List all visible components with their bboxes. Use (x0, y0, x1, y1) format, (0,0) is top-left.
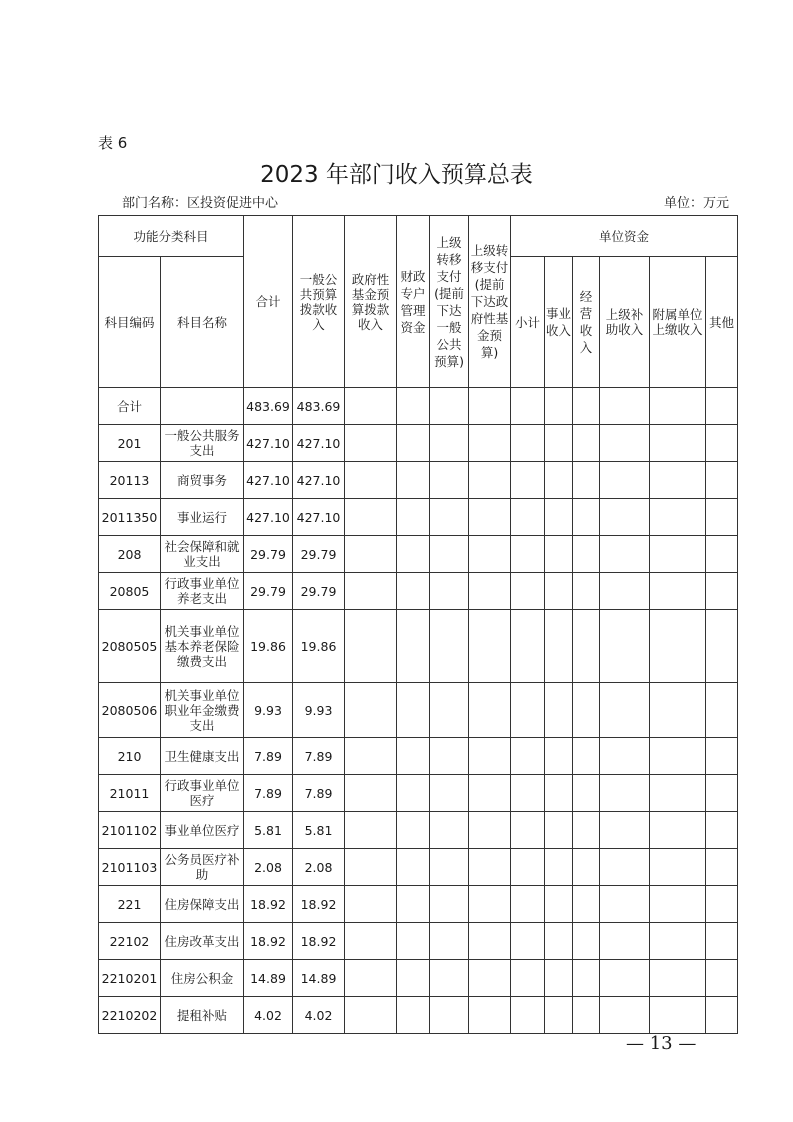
cell-empty (545, 683, 573, 738)
cell-code: 201 (99, 425, 161, 462)
cell-code: 2080506 (99, 683, 161, 738)
cell-empty (706, 573, 738, 610)
cell-empty (430, 499, 469, 536)
header-total: 合计 (244, 216, 293, 388)
cell-empty (397, 462, 430, 499)
cell-empty (511, 849, 545, 886)
cell-empty (573, 775, 600, 812)
cell-empty (706, 536, 738, 573)
cell-empty (469, 610, 511, 683)
cell-empty (706, 775, 738, 812)
cell-empty (345, 573, 397, 610)
table-row (99, 425, 738, 462)
cell-general-budget: 7.89 (293, 738, 345, 775)
cell-empty (511, 775, 545, 812)
cell-empty (469, 997, 511, 1034)
table-row (99, 610, 738, 683)
header-name: 科目名称 (161, 257, 244, 388)
cell-empty (600, 610, 650, 683)
cell-empty (345, 923, 397, 960)
cell-empty (545, 886, 573, 923)
cell-empty (545, 536, 573, 573)
cell-empty (345, 683, 397, 738)
cell-empty (545, 462, 573, 499)
cell-empty (545, 812, 573, 849)
header-transfer-general: 上级转移支付(提前下达一般公共预算) (430, 216, 469, 388)
cell-empty (397, 812, 430, 849)
cell-empty (573, 923, 600, 960)
cell-empty (573, 499, 600, 536)
cell-empty (545, 775, 573, 812)
cell-empty (706, 425, 738, 462)
table-row (99, 388, 738, 425)
header-transfer-fund: 上级转移支付(提前下达政府性基金预算) (469, 216, 511, 388)
cell-total: 7.89 (244, 738, 293, 775)
cell-empty (430, 388, 469, 425)
table-row (99, 960, 738, 997)
cell-empty (545, 849, 573, 886)
cell-name: 机关事业单位职业年金缴费支出 (161, 683, 244, 738)
cell-code: 20113 (99, 462, 161, 499)
table-row (99, 573, 738, 610)
cell-empty (650, 923, 706, 960)
cell-total: 427.10 (244, 499, 293, 536)
cell-empty (706, 388, 738, 425)
cell-empty (650, 849, 706, 886)
cell-empty (600, 425, 650, 462)
header-code: 科目编码 (99, 257, 161, 388)
cell-total: 427.10 (244, 425, 293, 462)
cell-empty (545, 738, 573, 775)
cell-code: 合计 (99, 388, 161, 425)
cell-empty (397, 923, 430, 960)
table-row (99, 997, 738, 1034)
cell-empty (706, 960, 738, 997)
cell-empty (600, 886, 650, 923)
cell-name: 行政事业单位养老支出 (161, 573, 244, 610)
cell-empty (397, 997, 430, 1034)
cell-empty (430, 849, 469, 886)
cell-general-budget: 483.69 (293, 388, 345, 425)
cell-empty (573, 536, 600, 573)
table-row (99, 536, 738, 573)
cell-empty (345, 849, 397, 886)
cell-general-budget: 29.79 (293, 536, 345, 573)
cell-general-budget: 19.86 (293, 610, 345, 683)
cell-empty (345, 610, 397, 683)
cell-empty (430, 886, 469, 923)
cell-name (161, 388, 244, 425)
cell-empty (545, 388, 573, 425)
cell-name: 住房保障支出 (161, 886, 244, 923)
header-affiliated-income: 附属单位上缴收入 (650, 257, 706, 388)
cell-empty (545, 923, 573, 960)
table-row (99, 849, 738, 886)
cell-empty (469, 960, 511, 997)
cell-empty (430, 960, 469, 997)
table-row (99, 683, 738, 738)
cell-empty (345, 462, 397, 499)
cell-name: 社会保障和就业支出 (161, 536, 244, 573)
cell-name: 事业运行 (161, 499, 244, 536)
document-title: 2023 年部门收入预算总表 (260, 162, 533, 188)
cell-empty (469, 499, 511, 536)
cell-empty (397, 886, 430, 923)
cell-name: 住房公积金 (161, 960, 244, 997)
cell-empty (511, 425, 545, 462)
cell-empty (573, 738, 600, 775)
cell-general-budget: 9.93 (293, 683, 345, 738)
cell-general-budget: 427.10 (293, 499, 345, 536)
table-row (99, 738, 738, 775)
cell-code: 20805 (99, 573, 161, 610)
cell-empty (511, 388, 545, 425)
cell-empty (511, 923, 545, 960)
cell-total: 2.08 (244, 849, 293, 886)
cell-empty (511, 812, 545, 849)
cell-empty (706, 738, 738, 775)
cell-name: 行政事业单位医疗 (161, 775, 244, 812)
cell-empty (430, 738, 469, 775)
header-business-income: 事业收入 (545, 257, 573, 388)
cell-empty (706, 812, 738, 849)
cell-empty (469, 775, 511, 812)
cell-empty (469, 923, 511, 960)
cell-code: 2011350 (99, 499, 161, 536)
cell-empty (545, 499, 573, 536)
revenue-budget-table (98, 215, 738, 1034)
cell-code: 208 (99, 536, 161, 573)
table-row (99, 775, 738, 812)
cell-empty (545, 573, 573, 610)
cell-empty (573, 610, 600, 683)
cell-code: 2210202 (99, 997, 161, 1034)
cell-empty (600, 388, 650, 425)
cell-empty (600, 923, 650, 960)
cell-general-budget: 427.10 (293, 462, 345, 499)
cell-empty (469, 683, 511, 738)
cell-empty (650, 812, 706, 849)
cell-total: 19.86 (244, 610, 293, 683)
cell-general-budget: 4.02 (293, 997, 345, 1034)
header-subtotal: 小计 (511, 257, 545, 388)
cell-total: 427.10 (244, 462, 293, 499)
cell-empty (345, 812, 397, 849)
cell-total: 483.69 (244, 388, 293, 425)
cell-empty (650, 388, 706, 425)
cell-name: 事业单位医疗 (161, 812, 244, 849)
cell-empty (600, 536, 650, 573)
cell-empty (573, 573, 600, 610)
cell-empty (650, 683, 706, 738)
header-gov-fund: 政府性基金预算拨款收入 (345, 216, 397, 388)
cell-empty (706, 997, 738, 1034)
header-general-budget: 一般公共预算拨款收入 (293, 216, 345, 388)
cell-empty (650, 960, 706, 997)
cell-empty (469, 849, 511, 886)
page-number: — 13 — (626, 1033, 697, 1054)
cell-empty (430, 683, 469, 738)
cell-empty (345, 499, 397, 536)
cell-empty (430, 997, 469, 1034)
cell-empty (397, 849, 430, 886)
cell-empty (397, 499, 430, 536)
cell-total: 18.92 (244, 886, 293, 923)
cell-empty (430, 425, 469, 462)
cell-empty (650, 499, 706, 536)
cell-empty (345, 886, 397, 923)
cell-name: 一般公共服务支出 (161, 425, 244, 462)
cell-empty (573, 997, 600, 1034)
cell-empty (511, 960, 545, 997)
cell-empty (511, 462, 545, 499)
cell-empty (469, 462, 511, 499)
cell-empty (573, 388, 600, 425)
cell-empty (511, 738, 545, 775)
cell-empty (573, 462, 600, 499)
cell-empty (345, 960, 397, 997)
cell-empty (397, 388, 430, 425)
cell-empty (397, 775, 430, 812)
cell-code: 2080505 (99, 610, 161, 683)
cell-empty (650, 886, 706, 923)
cell-empty (573, 960, 600, 997)
header-operating-income: 经营收入 (573, 257, 600, 388)
cell-empty (600, 499, 650, 536)
cell-code: 21011 (99, 775, 161, 812)
cell-empty (345, 997, 397, 1034)
cell-empty (600, 960, 650, 997)
cell-empty (469, 388, 511, 425)
department-name: 部门名称：区投资促进中心 (122, 196, 279, 211)
cell-total: 14.89 (244, 960, 293, 997)
cell-empty (430, 775, 469, 812)
cell-total: 4.02 (244, 997, 293, 1034)
header-unit-funds: 单位资金 (511, 216, 738, 257)
cell-name: 机关事业单位基本养老保险缴费支出 (161, 610, 244, 683)
cell-empty (650, 610, 706, 683)
cell-empty (600, 775, 650, 812)
table-label: 表 6 (98, 134, 128, 152)
table-row (99, 499, 738, 536)
cell-empty (545, 425, 573, 462)
cell-empty (397, 683, 430, 738)
cell-name: 住房改革支出 (161, 923, 244, 960)
cell-code: 2101103 (99, 849, 161, 886)
cell-total: 29.79 (244, 573, 293, 610)
cell-total: 29.79 (244, 536, 293, 573)
cell-code: 22102 (99, 923, 161, 960)
cell-empty (573, 683, 600, 738)
cell-empty (345, 775, 397, 812)
cell-general-budget: 14.89 (293, 960, 345, 997)
cell-empty (706, 886, 738, 923)
cell-general-budget: 29.79 (293, 573, 345, 610)
cell-empty (430, 610, 469, 683)
cell-general-budget: 5.81 (293, 812, 345, 849)
cell-empty (469, 573, 511, 610)
cell-empty (511, 573, 545, 610)
cell-empty (430, 573, 469, 610)
cell-empty (345, 388, 397, 425)
cell-empty (573, 812, 600, 849)
cell-total: 9.93 (244, 683, 293, 738)
cell-empty (650, 536, 706, 573)
cell-code: 2210201 (99, 960, 161, 997)
cell-name: 卫生健康支出 (161, 738, 244, 775)
cell-empty (397, 573, 430, 610)
cell-empty (573, 849, 600, 886)
cell-empty (706, 462, 738, 499)
cell-empty (545, 960, 573, 997)
table-row (99, 923, 738, 960)
cell-empty (600, 849, 650, 886)
cell-empty (706, 610, 738, 683)
cell-empty (706, 683, 738, 738)
cell-code: 210 (99, 738, 161, 775)
cell-empty (469, 536, 511, 573)
cell-empty (600, 573, 650, 610)
cell-name: 商贸事务 (161, 462, 244, 499)
cell-general-budget: 7.89 (293, 775, 345, 812)
cell-empty (469, 425, 511, 462)
cell-empty (397, 738, 430, 775)
cell-code: 221 (99, 886, 161, 923)
cell-empty (650, 462, 706, 499)
cell-general-budget: 2.08 (293, 849, 345, 886)
cell-total: 18.92 (244, 923, 293, 960)
cell-empty (650, 738, 706, 775)
cell-empty (650, 997, 706, 1034)
cell-empty (397, 610, 430, 683)
unit-label: 单位：万元 (663, 196, 729, 211)
cell-empty (469, 886, 511, 923)
cell-empty (397, 536, 430, 573)
cell-empty (650, 775, 706, 812)
cell-name: 公务员医疗补助 (161, 849, 244, 886)
cell-empty (511, 610, 545, 683)
cell-empty (345, 425, 397, 462)
header-other: 其他 (706, 257, 738, 388)
cell-general-budget: 427.10 (293, 425, 345, 462)
cell-total: 7.89 (244, 775, 293, 812)
cell-empty (430, 923, 469, 960)
cell-empty (511, 683, 545, 738)
cell-empty (469, 812, 511, 849)
cell-name: 提租补贴 (161, 997, 244, 1034)
cell-empty (600, 997, 650, 1034)
cell-empty (600, 738, 650, 775)
cell-empty (650, 573, 706, 610)
cell-empty (397, 960, 430, 997)
cell-empty (430, 462, 469, 499)
cell-empty (706, 849, 738, 886)
cell-empty (345, 738, 397, 775)
cell-general-budget: 18.92 (293, 923, 345, 960)
cell-empty (600, 683, 650, 738)
header-func-class: 功能分类科目 (99, 216, 244, 257)
cell-empty (545, 997, 573, 1034)
cell-empty (511, 886, 545, 923)
cell-empty (650, 425, 706, 462)
cell-empty (511, 499, 545, 536)
table-row (99, 462, 738, 499)
cell-code: 2101102 (99, 812, 161, 849)
cell-empty (430, 536, 469, 573)
cell-empty (573, 425, 600, 462)
cell-empty (706, 499, 738, 536)
cell-empty (600, 812, 650, 849)
cell-empty (511, 536, 545, 573)
cell-empty (545, 610, 573, 683)
cell-empty (430, 812, 469, 849)
table-row (99, 886, 738, 923)
cell-general-budget: 18.92 (293, 886, 345, 923)
table-row (99, 812, 738, 849)
cell-empty (706, 923, 738, 960)
cell-empty (397, 425, 430, 462)
cell-empty (573, 886, 600, 923)
cell-empty (345, 536, 397, 573)
cell-empty (511, 997, 545, 1034)
cell-empty (469, 738, 511, 775)
cell-empty (600, 462, 650, 499)
cell-total: 5.81 (244, 812, 293, 849)
header-fiscal-special: 财政专户管理资金 (397, 216, 430, 388)
header-superior-subsidy: 上级补助收入 (600, 257, 650, 388)
